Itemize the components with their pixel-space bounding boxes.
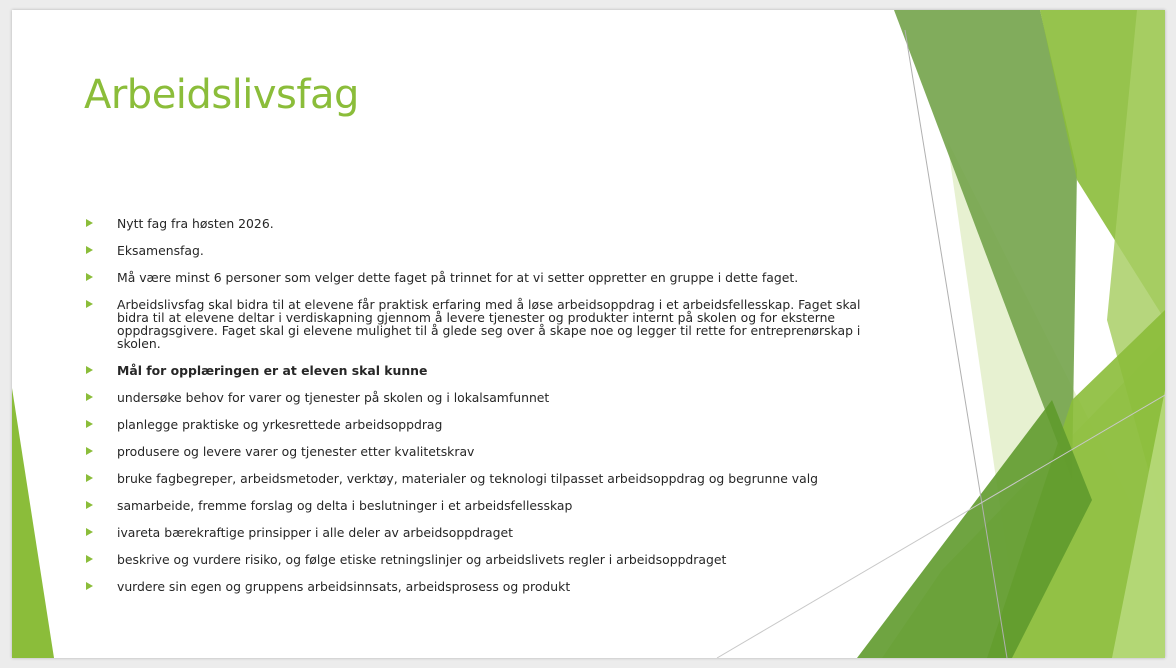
triangle-arrow-icon: [86, 528, 93, 536]
bullet-item: [84, 269, 894, 287]
bullet-text: ivareta bærekraftige prinsipper i alle deler av arbeidsoppdraget: [117, 525, 513, 540]
triangle-arrow-icon: [86, 300, 93, 308]
triangle-arrow-icon: [86, 447, 93, 455]
bullet-item: [84, 296, 894, 350]
bullet-text: planlegge praktiske og yrkesrettede arbeidsoppdrag: [117, 417, 443, 432]
triangle-arrow-icon: [86, 393, 93, 401]
bullet-item: [84, 416, 894, 434]
bullet-item: [84, 524, 894, 542]
bullet-text: produsere og levere varer og tjenester etter kvalitetskrav: [117, 444, 475, 459]
triangle-arrow-icon: [86, 273, 93, 281]
bullet-text: bruke fagbegreper, arbeidsmetoder, verktøy, materialer og teknologi tilpasset arbeidsoppdrag og begrunne valg: [117, 471, 819, 486]
bullet-text: Må være minst 6 personer som velger dette faget på trinnet for at vi setter oppretter en gruppe i dette faget.: [117, 270, 799, 285]
bullet-item: [84, 443, 894, 461]
triangle-arrow-icon: [86, 501, 93, 509]
facet-left-sliver: [12, 388, 54, 658]
bullet-text: vurdere sin egen og gruppens arbeidsinnsats, arbeidsprosess og produkt: [117, 579, 571, 594]
bullet-text: Mål for opplæringen er at eleven skal kunne: [117, 363, 428, 378]
slide-title: Arbeidslivsfag: [84, 72, 359, 118]
bullet-item: [84, 578, 894, 596]
bullet-text: beskrive og vurdere risiko, og følge etiske retningslinjer og arbeidslivets regler i arbeidsoppdraget: [117, 552, 727, 567]
slide: [12, 10, 1165, 658]
bullet-text: Eksamensfag.: [117, 243, 204, 258]
triangle-arrow-icon: [86, 420, 93, 428]
triangle-arrow-icon: [86, 246, 93, 254]
triangle-arrow-icon: [86, 366, 93, 374]
bullet-list: [84, 215, 894, 605]
bullet-item: [84, 242, 894, 260]
bullet-item: [84, 215, 894, 233]
triangle-arrow-icon: [86, 582, 93, 590]
triangle-arrow-icon: [86, 474, 93, 482]
triangle-arrow-icon: [86, 219, 93, 227]
bullet-item: [84, 551, 894, 569]
bullet-text: samarbeide, fremme forslag og delta i beslutninger i et arbeidsfellesskap: [117, 498, 573, 513]
bullet-text: undersøke behov for varer og tjenester på skolen og i lokalsamfunnet: [117, 390, 550, 405]
triangle-arrow-icon: [86, 555, 93, 563]
bullet-text: Nytt fag fra høsten 2026.: [117, 216, 274, 231]
bullet-item: [84, 389, 894, 407]
bullet-item-heading: [84, 362, 894, 380]
bullet-item: [84, 470, 894, 488]
bullet-item: [84, 497, 894, 515]
bullet-text: Arbeidslivsfag skal bidra til at elevene får praktisk erfaring med å løse arbeidsoppdrag i et arbeidsfellesskap. Faget skal bidra til at elevene deltar i verdiskapning gjennom å levere tjenester og produkter internt på skolen og for eksterne oppdragsgivere. Faget skal gi elevene mulighet til å glede seg over å skape noe og legger til rette for entreprenørskap i skolen.: [117, 297, 861, 351]
